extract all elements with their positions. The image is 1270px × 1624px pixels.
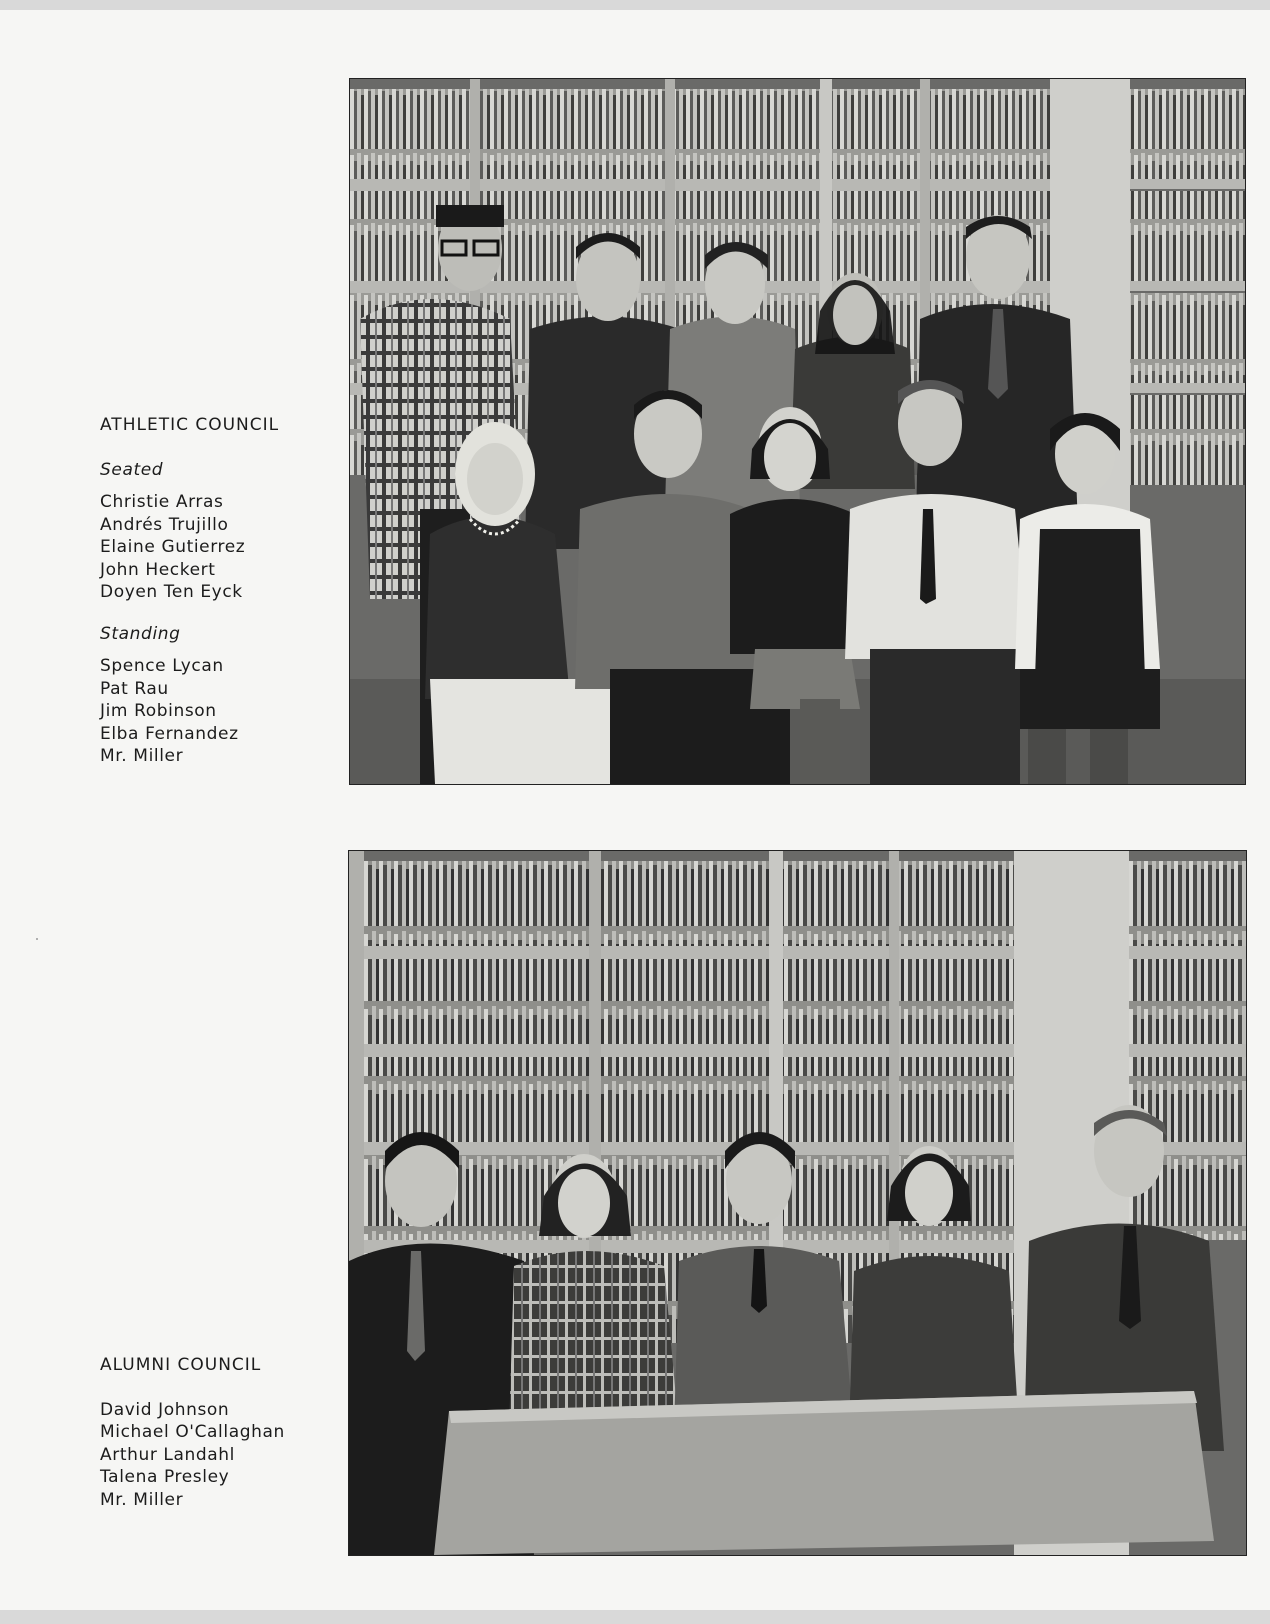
standing-label: Standing xyxy=(100,623,181,644)
seated-name: Doyen Ten Eyck xyxy=(100,582,243,602)
alumni-name: Arthur Landahl xyxy=(100,1444,235,1465)
athletic-council-caption xyxy=(100,414,320,768)
seated-label: Seated xyxy=(100,459,164,480)
seated-group xyxy=(100,459,320,604)
alumni-name: Talena Presley xyxy=(100,1467,230,1487)
alumni-name: Michael O'Callaghan xyxy=(100,1422,285,1442)
standing-name: Elba Fernandez xyxy=(100,723,239,744)
athletic-council-heading: ATHLETIC COUNCIL xyxy=(100,415,280,435)
standing-group xyxy=(100,623,320,768)
seated-name: Andrés Trujillo xyxy=(100,514,229,535)
alumni-name: Mr. Miller xyxy=(100,1489,184,1510)
alumni-council-heading: ALUMNI COUNCIL xyxy=(100,1355,262,1375)
paper-speck xyxy=(36,938,38,940)
yearbook-page xyxy=(0,10,1270,1610)
alumni-council-caption xyxy=(100,1354,320,1511)
athletic-council-photo-art xyxy=(350,79,1245,784)
standing-name: Spence Lycan xyxy=(100,656,224,676)
seated-name: Christie Arras xyxy=(100,492,224,512)
standing-name: Mr. Miller xyxy=(100,746,184,766)
alumni-council-photo xyxy=(348,850,1247,1556)
alumni-council-photo-art xyxy=(349,851,1246,1555)
seated-names-list xyxy=(100,491,320,604)
seated-name: Elaine Gutierrez xyxy=(100,537,246,557)
standing-name: Jim Robinson xyxy=(100,701,217,721)
standing-name: Pat Rau xyxy=(100,678,169,699)
alumni-name: David Johnson xyxy=(100,1399,230,1420)
athletic-council-photo xyxy=(349,78,1246,785)
standing-names-list xyxy=(100,655,320,768)
alumni-names-list xyxy=(100,1399,320,1512)
seated-name: John Heckert xyxy=(100,559,216,580)
